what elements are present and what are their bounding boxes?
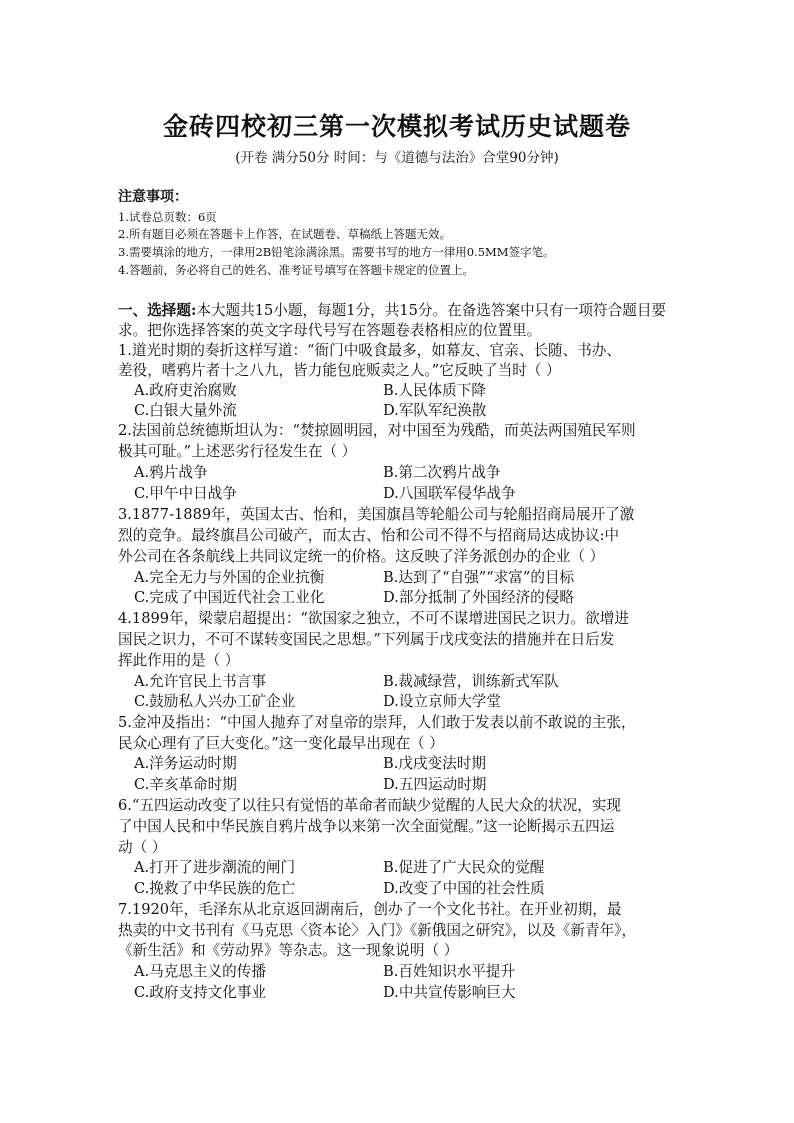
notice-item: 1.试卷总页数：6页 [118, 210, 217, 224]
option-b: B.裁减绿营，训练新式军队 [383, 673, 559, 690]
option-b: B.第二次鸦片战争 [383, 464, 501, 481]
option-b: B.人民体质下降 [383, 382, 486, 399]
option-d: D.部分抵制了外国经济的侵略 [383, 589, 574, 606]
option-a: A.完全无力与外国的企业抗衡 [134, 569, 325, 586]
question-text: 了中国人民和中华民族自鸦片战争以来第一次全面觉醒。”这一论断揭示五四运 [118, 818, 615, 835]
option-c: C.甲午中日战争 [134, 485, 237, 502]
question-text: 外公司在各条航线上共同议定统一的价格。这反映了洋务派创办的企业（ ） [118, 548, 605, 565]
option-a: A.洋务运动时期 [134, 755, 237, 772]
question-text: 7.1920年，毛泽东从北京返回湖南后，创办了一个文化书社。在开业初期，最 [118, 901, 622, 918]
section-intro-text: 本大题共15小题，每题1分，共15分。在备选答案中只有一项符合题目要 [196, 302, 667, 319]
notice-item: 2.所有题目必须在答题卡上作答，在试题卷、草稿纸上答题无效。 [118, 227, 451, 241]
question-text: 1.道光时期的奏折这样写道：“衙门中吸食最多，如幕友、官亲、长随、书办、 [118, 342, 621, 359]
notice-heading: 注意事项： [118, 189, 188, 205]
option-c: C.挽救了中华民族的危亡 [134, 880, 296, 897]
notice-item: 4.答题前，务必将自己的姓名、准考证号填写在答题卡规定的位置上。 [118, 263, 474, 277]
option-a: A.鸦片战争 [134, 464, 208, 481]
question-text: 极其可耻。”上述恶劣行径发生在（ ） [118, 443, 357, 460]
option-d: D.改变了中国的社会性质 [383, 880, 545, 897]
question-text: 《新生活》和《劳动界》等杂志。这一现象说明（ ） [118, 942, 459, 959]
page-title: 金砖四校初三第一次模拟考试历史试题卷 [162, 112, 631, 141]
option-c: C.辛亥革命时期 [134, 776, 237, 793]
question-text: 烈的竞争。最终旗昌公司破产，而太古、怡和公司不得不与招商局达成协议:中 [118, 527, 620, 544]
option-d: D.军队军纪涣散 [383, 402, 487, 419]
question-text: 国民之识力，不可不谋转变国民之思想。”下列属于戊戌变法的措施并在日后发 [118, 631, 615, 648]
option-b: B.促进了广大民众的觉醒 [383, 859, 545, 876]
question-text: 动（ ） [118, 839, 167, 856]
question-text: 热卖的中文书刊有《马克思〈资本论〉入门》《新俄国之研究》，以及《新青年》， [118, 922, 637, 939]
notice-item: 3.需要填涂的地方，一律用2B铅笔涂满涂黑。需要书写的地方一律用0.5MM签字笔。 [118, 245, 555, 259]
option-c: C.白银大量外流 [134, 402, 237, 419]
question-text: 民众心理有了巨大变化。”这一变化最早出现在（ ） [118, 735, 444, 752]
option-a: A.打开了进步潮流的闸门 [134, 859, 296, 876]
option-b: B.达到了“自强”“求富”的目标 [383, 569, 575, 586]
option-d: D.五四运动时期 [383, 776, 487, 793]
option-c: C.政府支持文化事业 [134, 984, 267, 1001]
question-text: 5.金冲及指出：“中国人抛弃了对皇帝的崇拜，人们敢于发表以前不敢说的主张， [118, 714, 636, 731]
option-a: A.允许官民上书言事 [134, 673, 266, 690]
question-text: 2.法国前总统德斯坦认为：“焚掠圆明园，对中国至为残酷，而英法两国殖民军则 [118, 422, 636, 439]
option-d: D.中共宣传影响巨大 [383, 984, 516, 1001]
option-d: D.八国联军侵华战争 [383, 485, 516, 502]
question-text: 3.1877-1889年，英国太古、怡和，美国旗昌等轮船公司与轮船招商局展开了激 [118, 506, 635, 523]
question-text: 4.1899年，梁蒙启超提出：“欲国家之独立，不可不谋增进国民之识力。欲增进 [118, 610, 629, 627]
question-text: 挥此作用的是（ ） [118, 652, 240, 669]
section-intro-line: 求。把你选择答案的英文字母代号写在答题卷表格相应的位置里。 [118, 322, 542, 339]
option-a: A.政府吏治腐败 [134, 382, 237, 399]
option-b: B.戊戌变法时期 [383, 755, 486, 772]
page-subtitle: (开卷 满分50分 时间：与《道德与法治》合堂90分钟) [235, 150, 559, 166]
option-d: D.设立京师大学堂 [383, 693, 501, 710]
question-text: 差役，嗜鸦片者十之八九，皆力能包庇贩卖之人。”它反映了当时（ ） [118, 362, 561, 379]
option-c: C.鼓励私人兴办工矿企业 [134, 693, 296, 710]
question-text: 6.“五四运动改变了以往只有觉悟的革命者而缺少觉醒的人民大众的状况，实现 [118, 797, 621, 814]
option-b: B.百姓知识水平提升 [383, 963, 516, 980]
option-a: A.马克思主义的传播 [134, 963, 266, 980]
section-intro-line [118, 299, 666, 320]
section-label: 一、选择题: [118, 302, 197, 319]
option-c: C.完成了中国近代社会工业化 [134, 589, 325, 606]
